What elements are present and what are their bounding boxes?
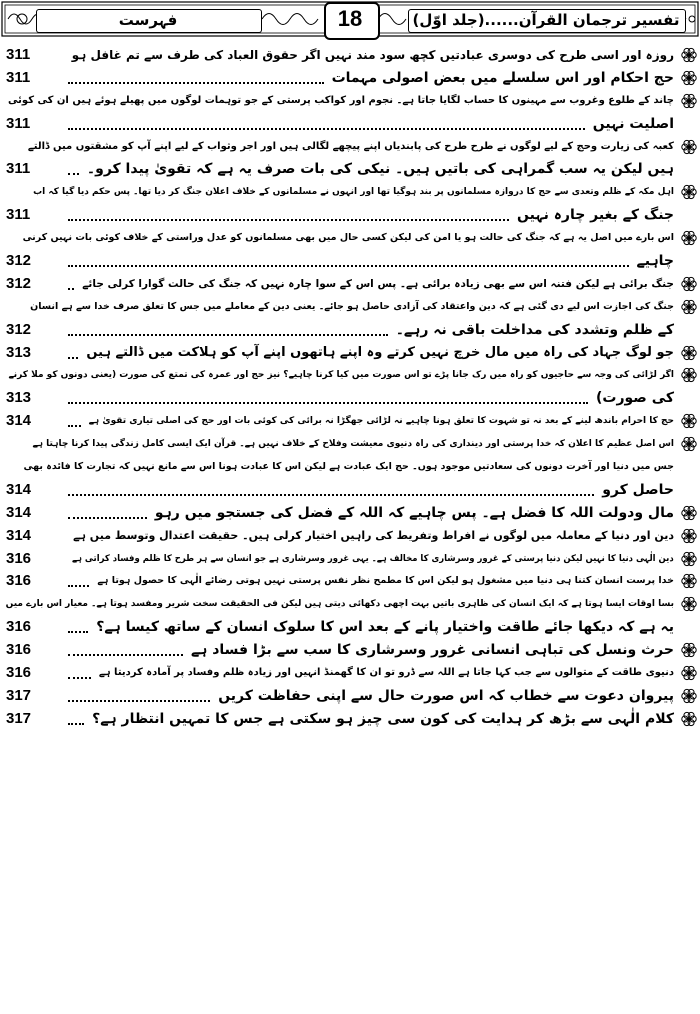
entry-text: اگر لڑائی کی وجہ سے حاجیوں کو راہ میں رک جانا پڑے تو اس صورت میں کیا کرنا چاہیے؟ نیز حج اور عمرہ کی تمتع کی صورت (یعنی دونوں کو ملا کرنے (8, 370, 674, 381)
toc-entry-line (0, 616, 700, 639)
entry-page-number: 313 (6, 389, 32, 407)
entry-text: ہیں لیکن یہ سب گمراہی کی باتیں ہیں۔ نیکی کی بات صرف یہ ہے کہ تقویٰ پیدا کرو۔ (86, 161, 674, 178)
entry-page-number: 316 (6, 664, 32, 682)
entry-text: دین الٰہی دنیا کا نہیں لیکن دنیا پرستی کے غرور وسرشاری کا مخالف ہے۔ یہی غرور وسرشاری ہے جو انسان سے ہر طرح کا ظلم وفساد کراتی ہے (72, 553, 674, 564)
entry-page-number: 314 (6, 503, 32, 521)
dot-leader (68, 494, 594, 496)
entry-text: کے ظلم وتشدد کی مداخلت باقی نہ رہے۔ (395, 321, 674, 338)
entry-page-number: 311 (6, 46, 31, 63)
dot-leader (68, 425, 81, 427)
flower-bullet-icon (681, 299, 697, 315)
dot-leader (68, 585, 89, 587)
entry-text: حج کا احرام باندھ لینے کے بعد نہ تو شہوت کا تعلق ہونا چاہیے نہ لڑائی جھگڑا نہ برائی کی کوئی بات اور حج کی اصلی تیاری تقویٰ ہے (88, 416, 674, 427)
toc-entry (0, 296, 700, 342)
toc-entry (0, 136, 700, 182)
flower-bullet-icon (681, 551, 697, 567)
flower-bullet-icon (681, 711, 697, 727)
toc-entry-line (0, 387, 700, 410)
toc-entry (0, 662, 700, 685)
toc-entry-line (0, 639, 700, 662)
entry-page-number: 311 (6, 160, 31, 178)
toc-entry-line (0, 479, 700, 502)
toc-entry-line (0, 113, 700, 136)
entry-page-number: 316 (6, 641, 32, 659)
page-number: 18 (337, 6, 363, 31)
dot-leader (68, 677, 91, 679)
flower-bullet-icon (681, 596, 697, 612)
entry-text: خدا پرست انسان کتنا ہی دنیا میں مشغول ہو لیکن اس کا مطمح نظر نفس پرستی نہیں ہوتی رضائے الٰہی کا حصول ہوتا ہے (97, 575, 674, 587)
toc-entry-line (0, 548, 700, 571)
toc-entry-line (0, 67, 700, 90)
entry-text: جس میں دنیا اور آخرت دونوں کی سعادتیں موجود ہوں۔ حج ایک عبادت ہے لیکن اس کا عبادت ہونا اس سے مانع نہیں کہ تجارت کا فائدہ بھی (23, 461, 674, 473)
toc-entry-line (0, 90, 700, 113)
entry-page-number: 316 (6, 618, 32, 636)
entry-page-number: 311 (6, 114, 31, 132)
toc-entry-line (0, 502, 700, 525)
toc-entry-line (0, 708, 700, 731)
flower-bullet-icon (681, 367, 697, 383)
toc-entry-line (0, 342, 700, 365)
section-label: فہرست (118, 11, 178, 29)
dot-leader (68, 700, 210, 702)
dot-leader (68, 631, 88, 633)
flower-bullet-icon (681, 184, 697, 200)
toc-entry-line (0, 181, 700, 204)
entry-text: دین اور دنیا کے معاملہ میں لوگوں نے افراط وتفریط کی راہیں اختیار کرلی ہیں۔ حقیقت اعتدال وتوسط میں ہے (73, 528, 674, 542)
entry-text: جنگ کے بغیر چارہ نہیں (517, 207, 674, 224)
flower-bullet-icon (681, 528, 697, 544)
toc-entry (0, 342, 700, 365)
entry-text: اس بارے میں اصل یہ ہے کہ جنگ کی حالت ہو یا امن کی لیکن کسی حال میں بھی مسلمانوں کو عدل وراستی کے خلاف کوئی بات نہیں کرنی (22, 232, 674, 244)
entry-page-number: 312 (6, 252, 32, 270)
entry-text: کی صورت) (595, 390, 674, 407)
toc-entry (0, 685, 700, 708)
entry-text: یہ ہے کہ دیکھا جائے طاقت واختیار پانے کے بعد اس کا سلوک انسان کے ساتھ کیسا ہے؟ (96, 619, 674, 636)
page-header (0, 0, 700, 38)
toc-entry-line (0, 136, 700, 159)
toc-entry (0, 273, 700, 296)
entry-page-number: 314 (6, 412, 32, 430)
entry-text: جو لوگ جہاد کی راہ میں مال خرچ نہیں کرتے وہ اپنے ہاتھوں اپنے آپ کو ہلاکت میں ڈالتے ہیں (86, 344, 674, 360)
toc-entry (0, 593, 700, 639)
toc-entry-line (0, 273, 700, 296)
toc-entry-line (0, 593, 700, 616)
entry-text: چاہیے (636, 253, 674, 270)
toc-entry (0, 364, 700, 410)
toc-entry-line (0, 204, 700, 227)
dot-leader (68, 219, 509, 221)
toc-entry-line (0, 685, 700, 708)
entry-page-number: 316 (6, 549, 32, 567)
toc-entry (0, 708, 700, 731)
entry-page-number: 314 (6, 480, 32, 498)
toc-entry-line (0, 158, 700, 181)
toc-entry-line (0, 250, 700, 273)
entry-page-number: 312 (6, 274, 32, 292)
toc-entry (0, 548, 700, 571)
toc-entry (0, 67, 700, 90)
book-title: تفسیر ترجمان القرآن......(جلد اوّل) (412, 11, 680, 29)
flower-bullet-icon (681, 505, 697, 521)
toc-entry (0, 502, 700, 525)
dot-leader (68, 723, 84, 725)
flower-bullet-icon (681, 139, 697, 155)
dot-leader (68, 173, 79, 175)
flower-bullet-icon (681, 345, 697, 361)
toc-entry (0, 181, 700, 227)
dot-leader (68, 402, 588, 404)
entry-text: جنگ کی اجازت اس لیے دی گئی ہے کہ دین واعتقاد کی آزادی حاصل ہو جائے۔ یعنی دین کے معاملے میں جس کا تعلق صرف خدا سے ہے انسان (30, 300, 674, 312)
toc-entry-line (0, 662, 700, 685)
toc-entry (0, 90, 700, 136)
entry-text: حاصل کرو (602, 481, 674, 498)
entry-page-number: 317 (6, 709, 32, 727)
toc-entry-line (0, 296, 700, 319)
entry-page-number: 313 (6, 343, 32, 361)
toc-entry-line (0, 456, 700, 479)
toc-entry-line (0, 319, 700, 342)
flower-bullet-icon (681, 642, 697, 658)
entry-page-number: 314 (6, 526, 32, 544)
dot-leader (68, 357, 78, 359)
toc-entry-line (0, 227, 700, 250)
toc-entry-line (0, 570, 700, 593)
table-of-contents (0, 44, 700, 731)
toc-entry (0, 525, 700, 548)
toc-entry (0, 639, 700, 662)
flower-bullet-icon (681, 688, 697, 704)
dot-leader (68, 82, 324, 84)
entry-text: جنگ برائی ہے لیکن فتنہ اس سے بھی زیادہ برائی ہے۔ پس اس کے سوا چارہ نہیں کہ جنگ کی حالت گوارا کرلی جائے (82, 277, 674, 290)
flower-bullet-icon (681, 93, 697, 109)
entry-text: اہل مکہ کے ظلم وتعدی سے حج کا دروازہ مسلمانوں پر بند ہوگیا تھا اور انہوں نے مسلمانوں کے خلاف اعلان جنگ کر دیا تھا۔ پس حکم دیا گیا کہ اب (33, 187, 674, 198)
dot-leader (68, 334, 388, 336)
entry-text: چاند کے طلوع وغروب سے مہینوں کا حساب لگایا جاتا ہے۔ نجوم اور کواکب پرستی کے جو توہمات لوگوں میں پھیلے ہوئے ہیں ان کی کوئی (8, 94, 674, 106)
entry-page-number: 316 (6, 572, 32, 590)
entry-text: روزہ اور اسی طرح کی دوسری عبادتیں کچھ سود مند نہیں اگر حقوق العباد کی طرف سے تم غافل ہو (71, 48, 674, 62)
toc-entry (0, 227, 700, 273)
entry-text: بسا اوقات ایسا ہوتا ہے کہ ایک انسان کی ظاہری باتیں بہت اچھی دکھائی دیتی ہیں لیکن فی الحقیقت سخت شریر ومفسد ہوتا ہے۔ معیار اس بارے میں (5, 599, 674, 610)
toc-entry-line (0, 433, 700, 456)
toc-entry (0, 433, 700, 502)
entry-page-number: 317 (6, 686, 32, 704)
dot-leader (68, 265, 629, 267)
entry-page-number: 311 (6, 68, 31, 86)
toc-entry-line (0, 44, 700, 67)
toc-entry (0, 410, 700, 433)
entry-text: کلام الٰہی سے بڑھ کر ہدایت کی کون سی چیز ہو سکتی ہے جس کا تمہیں انتظار ہے؟ (92, 710, 674, 727)
entry-text: کعبہ کی زیارت وحج کے لیے لوگوں نے طرح طرح کی پابندیاں اپنے پیچھے لگالی ہیں اور اجر وثواب کے لیے اپنے آپ کو مشقتوں میں ڈالتے (27, 140, 674, 152)
flower-bullet-icon (681, 230, 697, 246)
toc-entry-line (0, 410, 700, 433)
flower-bullet-icon (681, 70, 697, 86)
entry-text: حرث ونسل کی تباہی انسانی غرور وسرشاری کا سب سے بڑا فساد ہے (190, 642, 674, 659)
entry-page-number: 312 (6, 320, 32, 338)
entry-text: پیروان دعوت سے خطاب کہ اس صورت حال سے اپنی حفاظت کریں (218, 687, 674, 704)
entry-text: اصلیت نہیں (592, 115, 674, 132)
toc-entry (0, 44, 700, 67)
dot-leader (68, 288, 74, 290)
entry-text: حج احکام اور اس سلسلے میں بعض اصولی مہمات (331, 69, 674, 86)
entry-text: دنیوی طاقت کے متوالوں سے جب کہا جاتا ہے اللہ سے ڈرو تو ان کا گھمنڈ انہیں اور زیادہ ظلم وفساد پر آمادہ کردیتا ہے (98, 667, 674, 679)
entry-text: اس اصل عظیم کا اعلان کہ خدا پرستی اور دینداری کی راہ دنیوی معیشت وفلاح کے خلاف نہیں ہے۔ قرآن ایک ایسی کامل زندگی پیدا کرنا چاہتا ہے (32, 439, 674, 450)
flower-bullet-icon (681, 47, 697, 63)
dot-leader (68, 128, 585, 130)
dot-leader (68, 654, 183, 656)
entry-text: مال ودولت اللہ کا فضل ہے۔ پس چاہیے کہ اللہ کے فضل کی جستجو میں رہو (154, 504, 674, 521)
toc-entry-line (0, 525, 700, 548)
entry-page-number: 311 (6, 206, 31, 224)
flower-bullet-icon (681, 276, 697, 292)
flower-bullet-icon (681, 413, 697, 429)
toc-entry-line (0, 364, 700, 387)
flower-bullet-icon (681, 436, 697, 452)
dot-leader (68, 517, 147, 519)
toc-entry (0, 570, 700, 593)
flower-bullet-icon (681, 665, 697, 681)
flower-bullet-icon (681, 573, 697, 589)
